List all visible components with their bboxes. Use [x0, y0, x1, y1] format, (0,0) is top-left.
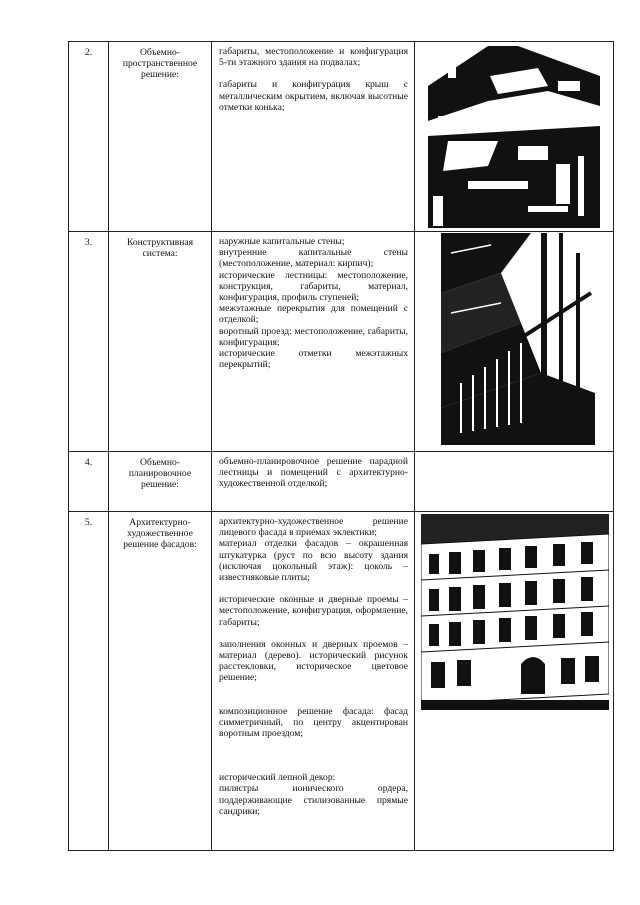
description-item: пилястры ионического ордера, поддерживающие стилизованные прямые сандрики; — [219, 783, 408, 817]
row-number-cell — [69, 512, 109, 851]
subject-cell — [109, 512, 212, 851]
description-item: исторические оконные и дверные проемы – местоположение, конфигурация, оформление, габариты; — [219, 594, 408, 628]
table-row — [69, 452, 614, 512]
row-number: 2. — [84, 47, 93, 58]
description-cell — [212, 452, 415, 512]
description-item: габариты, местоположение и конфигурация 5-ти этажного здания на подвалах; — [219, 46, 408, 69]
row-subject: Конструктивная система: — [126, 237, 194, 260]
staircase-photo — [441, 233, 613, 445]
table-row — [69, 232, 614, 452]
photo-cell — [415, 512, 614, 851]
row-number-cell — [69, 452, 109, 512]
row-number: 4. — [84, 457, 93, 468]
description-cell — [212, 232, 415, 452]
row-subject: Объемно-планировочное решение: — [128, 457, 192, 491]
description-item: исторические отметки межэтажных перекрытий; — [219, 348, 408, 371]
description-item: исторический лепной декор: — [219, 772, 336, 784]
description-cell — [212, 512, 415, 851]
description-item: композиционное решение фасада: фасад симметричный, по центру акцентирован воротным проездом; — [219, 705, 408, 740]
row-number-cell — [69, 232, 109, 452]
table-row — [69, 42, 614, 232]
description-item: внутренние капитальные стены (местоположение, материал: кирпич); — [219, 247, 408, 270]
subject-cell — [109, 42, 212, 232]
subject-cell — [109, 452, 212, 512]
table-row — [69, 512, 614, 851]
facade-photo — [421, 514, 613, 710]
protected-features-table — [68, 41, 614, 851]
description-item: заполнения оконных и дверных проемов – материал (дерево). исторический рисунок расстекловки, историческое цветовое решение; — [219, 638, 408, 684]
description-item: межэтажные перекрытия для помещений с отделкой; — [219, 303, 408, 326]
roof-photo — [428, 46, 613, 228]
description-item: исторические лестницы: местоположение, конструкция, габариты, материал, конфигурация, профиль ступеней; — [219, 269, 408, 304]
row-number: 3. — [84, 237, 93, 248]
row-number: 5. — [84, 517, 93, 528]
row-number-cell — [69, 42, 109, 232]
photo-cell — [415, 42, 614, 232]
photo-cell — [415, 452, 614, 512]
row-subject: Архитектурно-художественное решение фасадов: — [123, 517, 197, 551]
subject-cell — [109, 232, 212, 452]
description-item: наружные капитальные стены; — [219, 236, 345, 247]
description-item: материал отделки фасадов – окрашенная штукатурка (руст по всю высоту здания (исключая цокольный этаж): цоколь – известняковые плиты; — [219, 538, 408, 584]
description-cell — [212, 42, 415, 232]
row-subject: Объемно-пространственное решение: — [122, 47, 198, 81]
description-item: воротный проезд: местоположение, габариты, конфигурация; — [219, 325, 408, 348]
description-item: архитектурно-художественное решение лицевого фасада в приемах эклектики; — [219, 516, 408, 539]
description-item: объемно-планировочное решение парадной лестницы и помещений с архитектурно-художественной отделкой; — [219, 456, 408, 490]
photo-cell — [415, 232, 614, 452]
description-item: габариты и конфигурация крыш с металлическим окрытием, включая высотные отметки конька; — [219, 79, 408, 113]
